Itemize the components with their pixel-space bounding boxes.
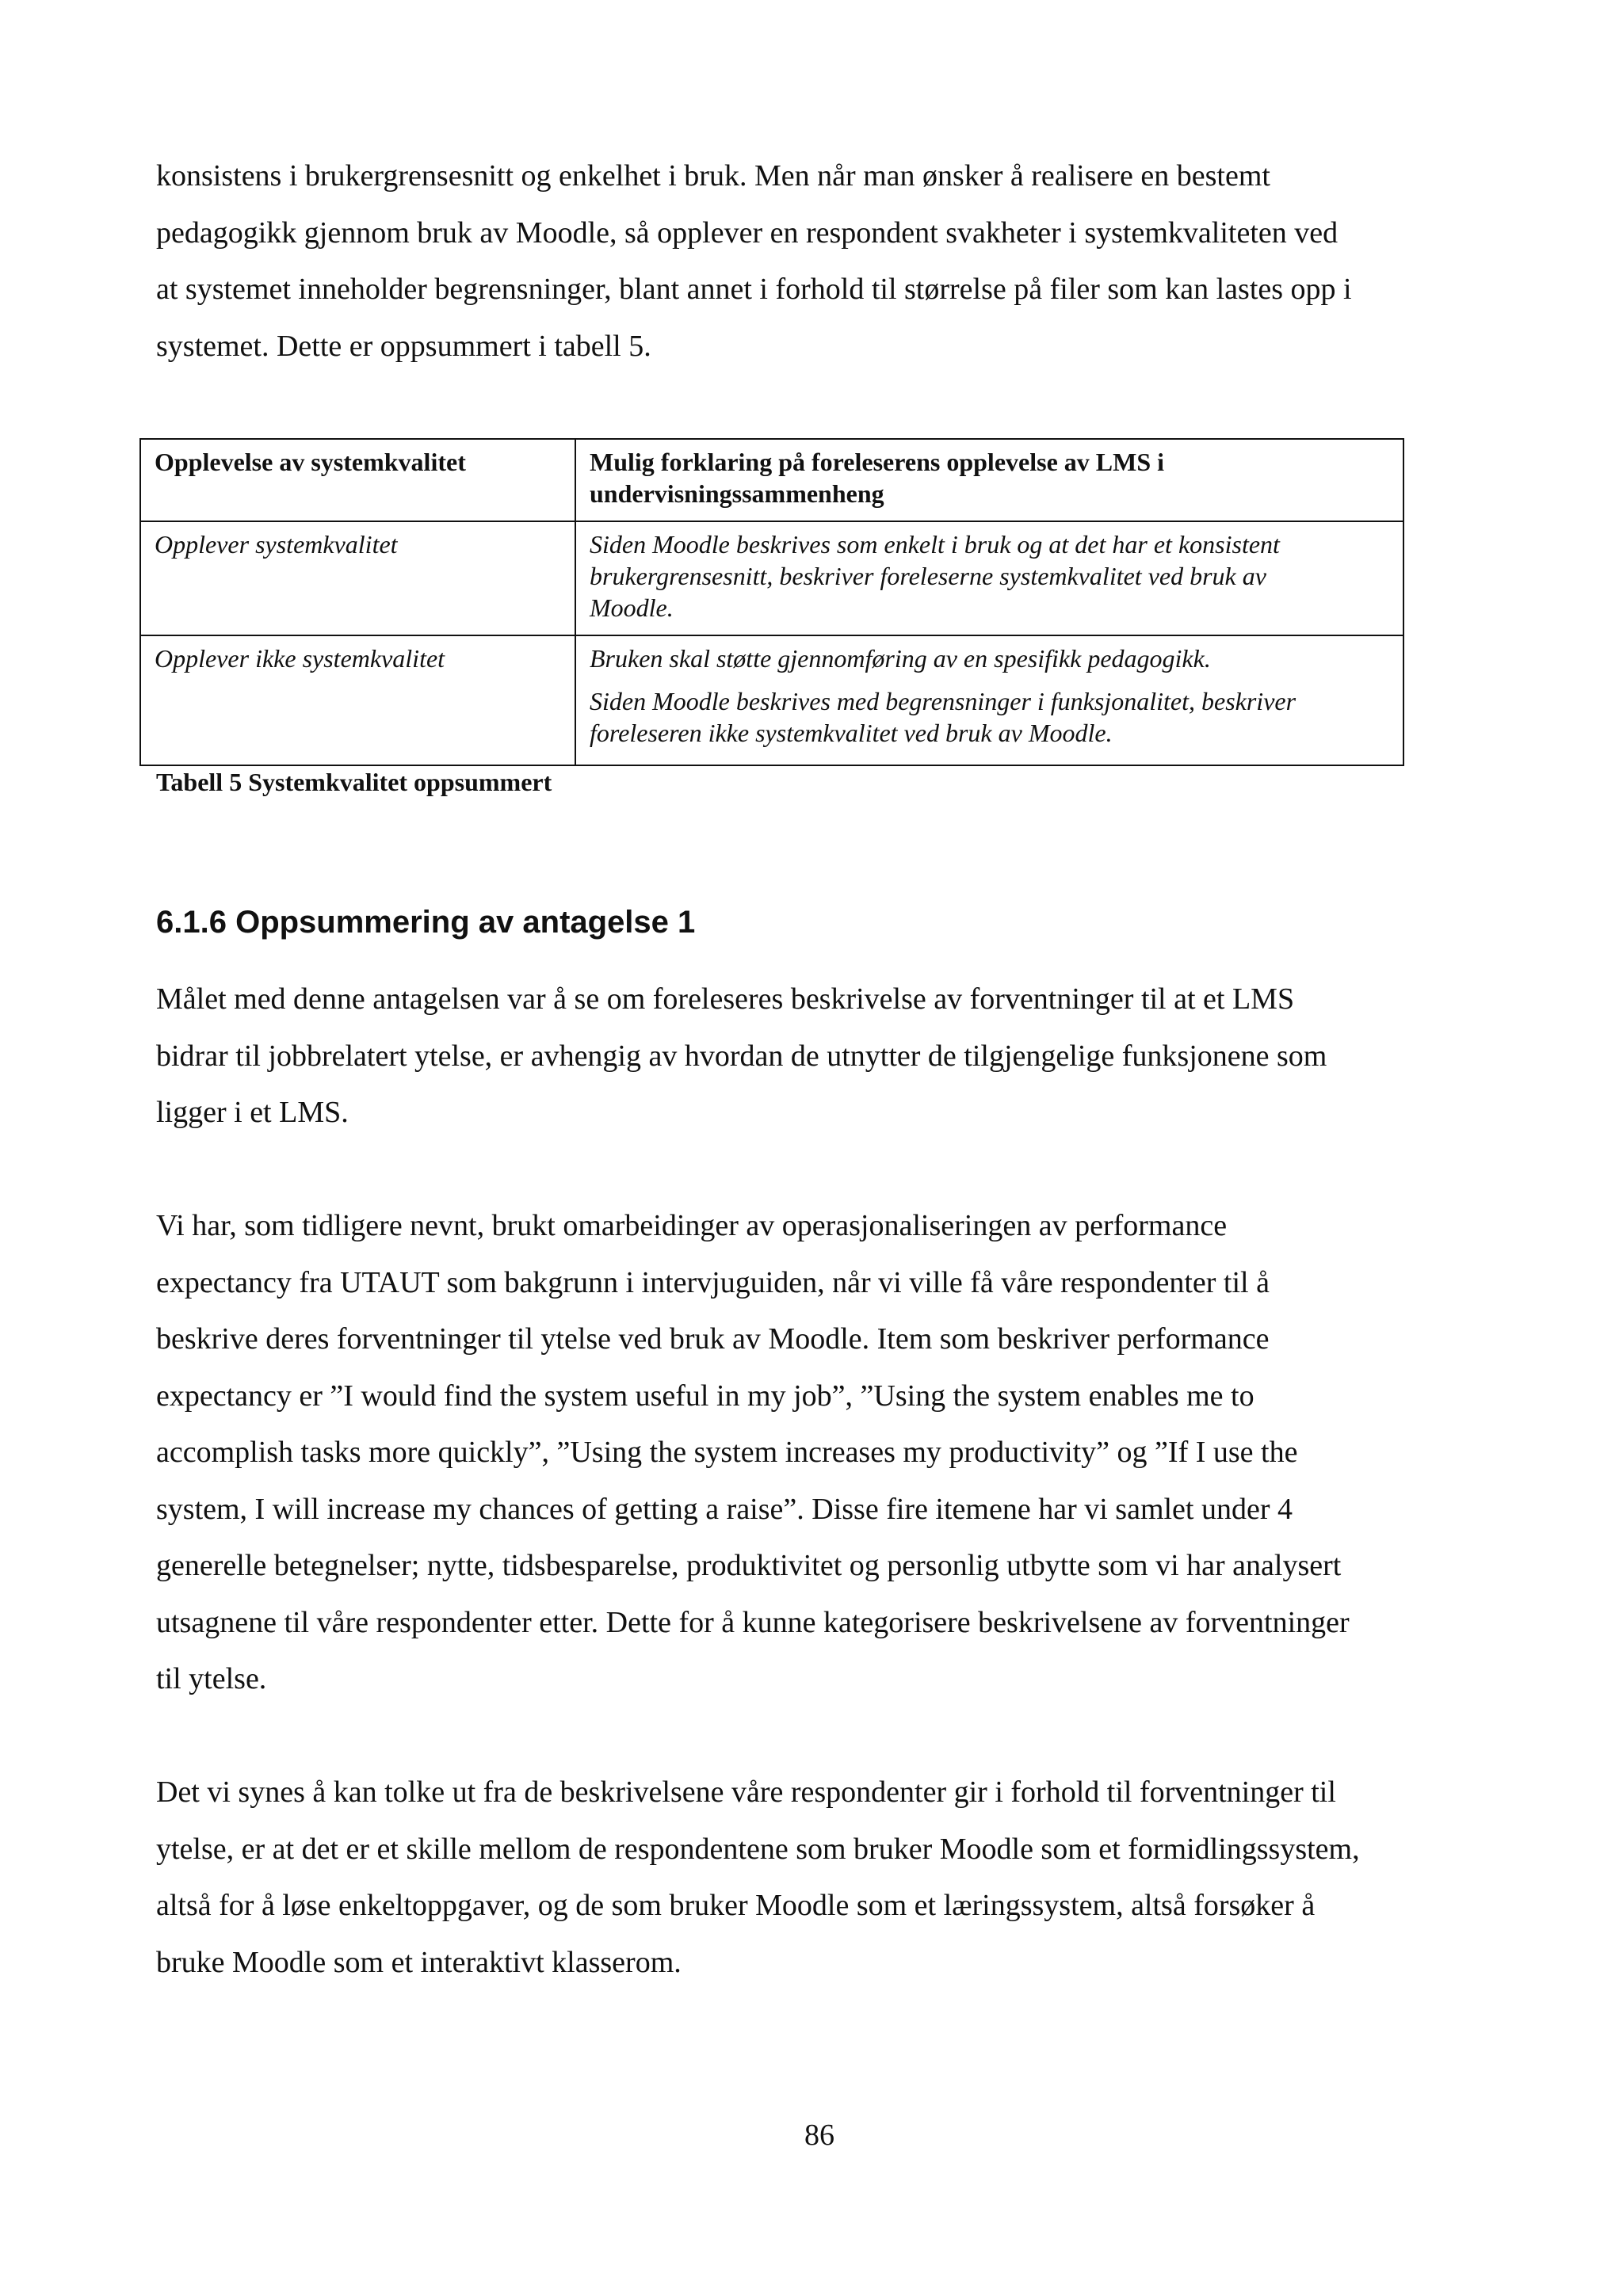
text-line: beskrive deres forventninger til ytelse ved bruk av Moodle. Item som beskriver performance <box>156 1322 1270 1356</box>
text-line: system, I will increase my chances of getting a raise”. Disse fire itemene har vi samlet under 4 <box>156 1492 1293 1526</box>
interpretation-paragraph <box>156 1764 1487 1991</box>
table-cell-explanation <box>575 635 1403 765</box>
text-line: accomplish tasks more quickly”, ”Using the system increases my productivity” og ”If I use the <box>156 1436 1298 1469</box>
text-line: expectancy er ”I would find the system useful in my job”, ”Using the system enables me to <box>156 1379 1254 1413</box>
text-line: altså for å løse enkeltoppgaver, og de som bruker Moodle som et læringssystem, altså forsøker å <box>156 1889 1316 1922</box>
intro-paragraph <box>156 148 1487 375</box>
text-line: at systemet inneholder begrensninger, blant annet i forhold til størrelse på filer som kan lastes opp i <box>156 273 1352 306</box>
text-line: Vi har, som tidligere nevnt, brukt omarbeidinger av operasjonaliseringen av performance <box>156 1209 1228 1242</box>
section-heading: 6.1.6 Oppsummering av antagelse 1 <box>156 905 696 940</box>
table-header-row <box>140 439 1403 521</box>
table-header-explanation: Mulig forklaring på foreleserens opplevelse av LMS i undervisningssammenheng <box>575 439 1403 521</box>
table-cell-label: Opplever ikke systemkvalitet <box>140 635 575 765</box>
text-line: til ytelse. <box>156 1662 267 1695</box>
system-quality-table <box>139 438 1404 766</box>
text-line: bidrar til jobbrelatert ytelse, er avhengig av hvordan de utnytter de tilgjengelige funksjonene som <box>156 1039 1327 1073</box>
text-line: expectancy fra UTAUT som bakgrunn i intervjuguiden, når vi ville få våre respondenter til å <box>156 1265 1270 1299</box>
text-line: systemet. Dette er oppsummert i tabell 5. <box>156 329 651 363</box>
text-line: Målet med denne antagelsen var å se om foreleseres beskrivelse av forventninger til at et LMS <box>156 982 1295 1016</box>
table-header-experience: Opplevelse av systemkvalitet <box>140 439 575 521</box>
table-row <box>140 521 1403 635</box>
table-row <box>140 635 1403 765</box>
text-line: Det vi synes å kan tolke ut fra de beskrivelsene våre respondenter gir i forhold til forventninger til <box>156 1775 1336 1809</box>
cell-paragraph <box>590 685 1393 749</box>
text-line: ligger i et LMS. <box>156 1096 349 1129</box>
cell-paragraph <box>590 643 1393 674</box>
reference-paragraph <box>156 1198 1487 1708</box>
cell-text-line: Siden Moodle beskrives med begrensninger i funksjonalitet, beskriver <box>590 687 1296 715</box>
cell-text-line: Moodle. <box>590 593 674 622</box>
cell-text-line: Siden Moodle beskrives som enkelt i bruk og at det har et konsistent <box>590 530 1280 559</box>
text-line: ytelse, er at det er et skille mellom de respondentene som bruker Moodle som et formidlingssystem, <box>156 1832 1360 1866</box>
text-line: utsagnene til våre respondenter etter. Dette for å kunne kategorisere beskrivelsene av forventninger <box>156 1605 1350 1639</box>
cell-text-line: foreleseren ikke systemkvalitet ved bruk av Moodle. <box>590 719 1113 747</box>
page-number: 86 <box>804 2119 834 2152</box>
text-line: generelle betegnelser; nytte, tidsbesparelse, produktivitet og personlig utbytte som vi har analysert <box>156 1549 1342 1582</box>
table-cell-label: Opplever systemkvalitet <box>140 521 575 635</box>
cell-text-line: Bruken skal støtte gjennomføring av en spesifikk pedagogikk. <box>590 644 1211 673</box>
table-caption: Tabell 5 Systemkvalitet oppsummert <box>156 768 552 796</box>
cell-text-line: brukergrensesnitt, beskriver foreleserne systemkvalitet ved bruk av <box>590 562 1266 590</box>
table-cell-explanation <box>575 521 1403 635</box>
text-line: konsistens i brukergrensesnitt og enkelhet i bruk. Men når man ønsker å realisere en bestemt <box>156 159 1270 193</box>
text-line: pedagogikk gjennom bruk av Moodle, så opplever en respondent svakheter i systemkvaliteten ved <box>156 215 1338 250</box>
goal-paragraph <box>156 971 1487 1142</box>
text-line: bruke Moodle som et interaktivt klasserom. <box>156 1945 682 1979</box>
